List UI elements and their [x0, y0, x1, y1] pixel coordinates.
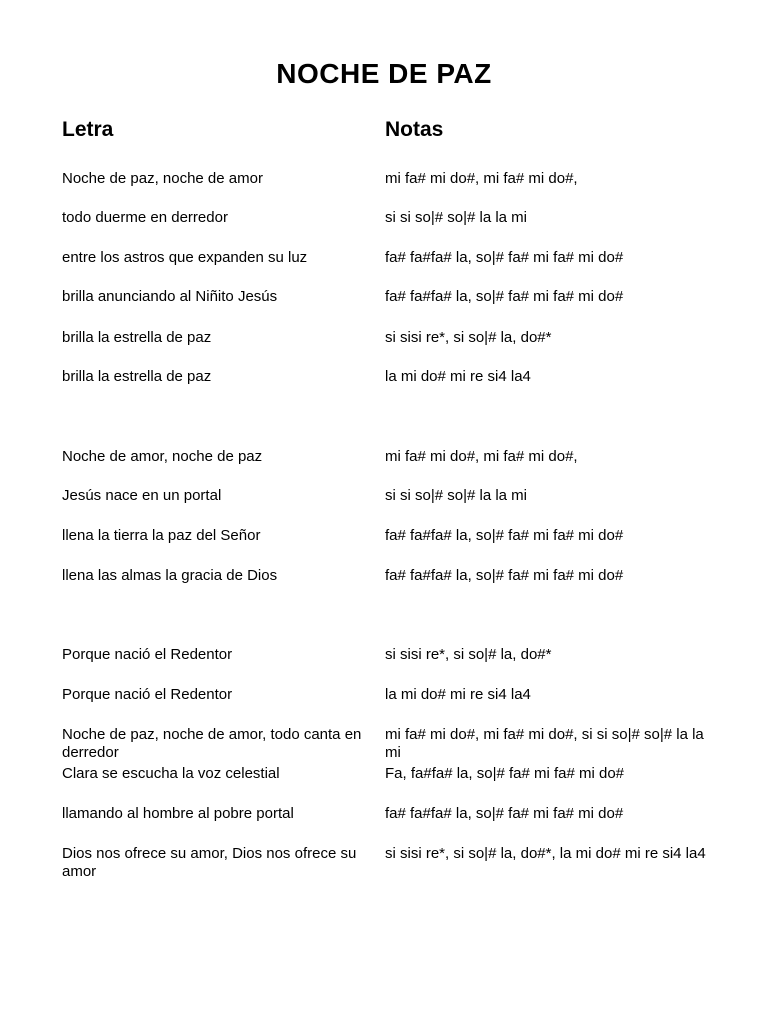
lyric-line: todo duerme en derredor: [62, 209, 228, 226]
notes-line: si sisi re*, si so|# la, do#*: [385, 329, 552, 346]
lyric-line: Noche de paz, noche de amor: [62, 170, 263, 187]
notes-column-header: Notas: [385, 118, 444, 141]
lyrics-column-header: Letra: [62, 118, 114, 141]
lyric-line: Clara se escucha la voz celestial: [62, 765, 280, 782]
lyric-line: Noche de paz, noche de amor, todo canta en derredor: [62, 726, 362, 761]
lyric-line: Porque nació el Redentor: [62, 646, 233, 663]
lyric-line: brilla la estrella de paz: [62, 368, 212, 385]
notes-line: fa# fa#fa# la, so|# fa# mi fa# mi do#: [385, 567, 624, 584]
lyric-line: entre los astros que expanden su luz: [62, 249, 308, 266]
lyric-line: Dios nos ofrece su amor, Dios nos ofrece su amor: [62, 845, 357, 880]
notes-line: fa# fa#fa# la, so|# fa# mi fa# mi do#: [385, 288, 624, 305]
lyric-line: brilla anunciando al Niñito Jesús: [62, 288, 278, 305]
lyric-line: Jesús nace en un portal: [62, 487, 222, 504]
page-title: NOCHE DE PAZ: [276, 58, 492, 89]
notes-line: mi fa# mi do#, mi fa# mi do#,: [385, 170, 578, 187]
notes-line: la mi do# mi re si4 la4: [385, 368, 531, 385]
notes-line: si sisi re*, si so|# la, do#*, la mi do# mi re si4 la4: [385, 845, 706, 862]
notes-line: mi fa# mi do#, mi fa# mi do#,: [385, 448, 578, 465]
lyric-line: llena la tierra la paz del Señor: [62, 527, 261, 544]
notes-line: si sisi re*, si so|# la, do#*: [385, 646, 552, 663]
notes-line: Fa, fa#fa# la, so|# fa# mi fa# mi do#: [385, 765, 625, 782]
notes-line: fa# fa#fa# la, so|# fa# mi fa# mi do#: [385, 805, 624, 822]
notes-line: la mi do# mi re si4 la4: [385, 686, 531, 703]
notes-line: si si so|# so|# la la mi: [385, 209, 528, 226]
notes-line: si si so|# so|# la la mi: [385, 487, 528, 504]
lyric-line: Porque nació el Redentor: [62, 686, 233, 703]
lyric-line: Noche de amor, noche de paz: [62, 448, 263, 465]
lyric-line: llamando al hombre al pobre portal: [62, 805, 294, 822]
notes-line: fa# fa#fa# la, so|# fa# mi fa# mi do#: [385, 527, 624, 544]
lyric-line: brilla la estrella de paz: [62, 329, 212, 346]
notes-line: mi fa# mi do#, mi fa# mi do#, si si so|# so|# la la mi: [385, 726, 704, 761]
notes-line: fa# fa#fa# la, so|# fa# mi fa# mi do#: [385, 249, 624, 266]
lyric-line: llena las almas la gracia de Dios: [62, 567, 278, 584]
